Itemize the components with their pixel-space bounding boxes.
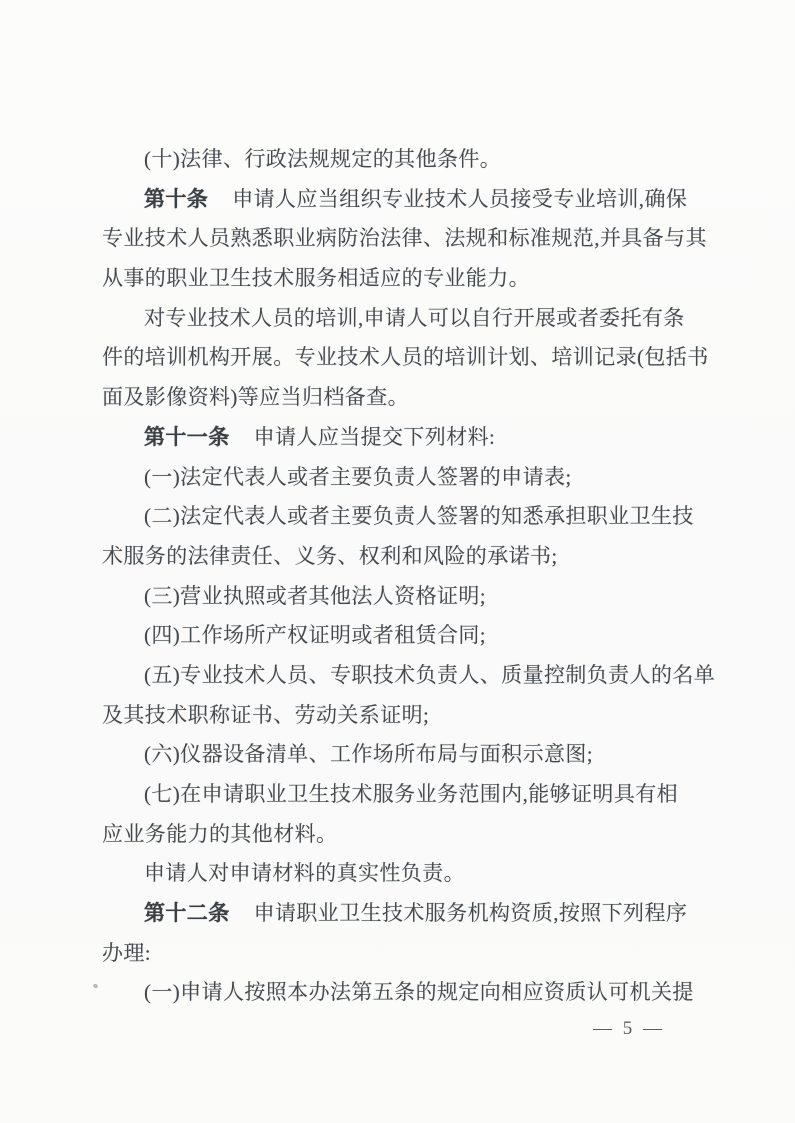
text-line <box>102 934 714 974</box>
article-heading: 第十条 <box>144 186 209 211</box>
text-line <box>102 299 714 339</box>
text-segment: 术服务的法律责任、义务、权利和风险的承诺书; <box>102 543 558 568</box>
text-segment: (十)法律、行政法规规定的其他条件。 <box>144 147 502 171</box>
text-line <box>102 894 714 934</box>
text-segment: 对专业技术人员的培训,申请人可以自行开展或者委托有条 <box>144 305 685 330</box>
text-line <box>102 854 714 894</box>
text-segment: (六)仪器设备清单、工作场所布局与面积示意图; <box>144 742 594 767</box>
text-line <box>102 458 714 498</box>
text-segment: (七)在申请职业卫生技术服务业务范围内,能够证明具有相 <box>144 782 679 806</box>
text-segment: 件的培训机构开展。专业技术人员的培训计划、培训记录(包括书 <box>102 345 709 370</box>
text-segment: (一)申请人按照本办法第五条的规定向相应资质认可机关提 <box>144 980 694 1005</box>
text-segment: 申请人应当提交下列材料: <box>253 424 496 449</box>
text-segment: 专业技术人员熟悉职业病防治法律、法规和标准规范,并具备与其 <box>102 226 707 251</box>
article-heading: 第十二条 <box>144 901 230 926</box>
text-line <box>102 259 714 299</box>
text-segment: 面及影像资料)等应当归档备查。 <box>102 385 409 410</box>
text-segment: (四)工作场所产权证明或者租赁合同; <box>144 623 487 648</box>
text-line <box>102 973 714 1013</box>
text-line <box>102 219 714 259</box>
article-heading: 第十一条 <box>144 424 230 449</box>
document-body <box>102 140 714 1013</box>
text-segment: 申请人应当组织专业技术人员接受专业培训,确保 <box>232 186 688 211</box>
text-line <box>102 577 714 617</box>
scan-speckle <box>92 983 98 988</box>
text-segment: (一)法定代表人或者主要负责人签署的申请表; <box>144 464 572 489</box>
text-segment: 及其技术职称证书、劳动关系证明; <box>102 702 430 727</box>
text-line <box>102 616 714 656</box>
text-line <box>102 656 714 696</box>
text-line <box>102 735 714 775</box>
text-segment: (三)营业执照或者其他法人资格证明; <box>144 583 487 608</box>
text-line <box>102 537 714 577</box>
text-segment: 从事的职业卫生技术服务相适应的专业能力。 <box>102 266 530 291</box>
text-line <box>102 497 714 537</box>
text-segment: (二)法定代表人或者主要负责人签署的知悉承担职业卫生技 <box>144 504 694 529</box>
text-segment: 应业务能力的其他材料。 <box>102 821 338 846</box>
text-line <box>102 418 714 458</box>
text-line <box>102 180 714 220</box>
text-line <box>102 696 714 736</box>
text-line <box>102 775 714 815</box>
page-number: — 5 — <box>593 1018 665 1039</box>
text-segment: 申请人对申请材料的真实性负责。 <box>144 861 465 886</box>
text-segment: 办理: <box>102 940 152 965</box>
text-line <box>102 378 714 418</box>
text-segment: 申请职业卫生技术服务机构资质,按照下列程序 <box>253 901 688 926</box>
text-line <box>102 815 714 855</box>
text-line <box>102 140 714 180</box>
text-line <box>102 338 714 378</box>
text-segment: (五)专业技术人员、专职技术负责人、质量控制负责人的名单 <box>144 662 716 687</box>
